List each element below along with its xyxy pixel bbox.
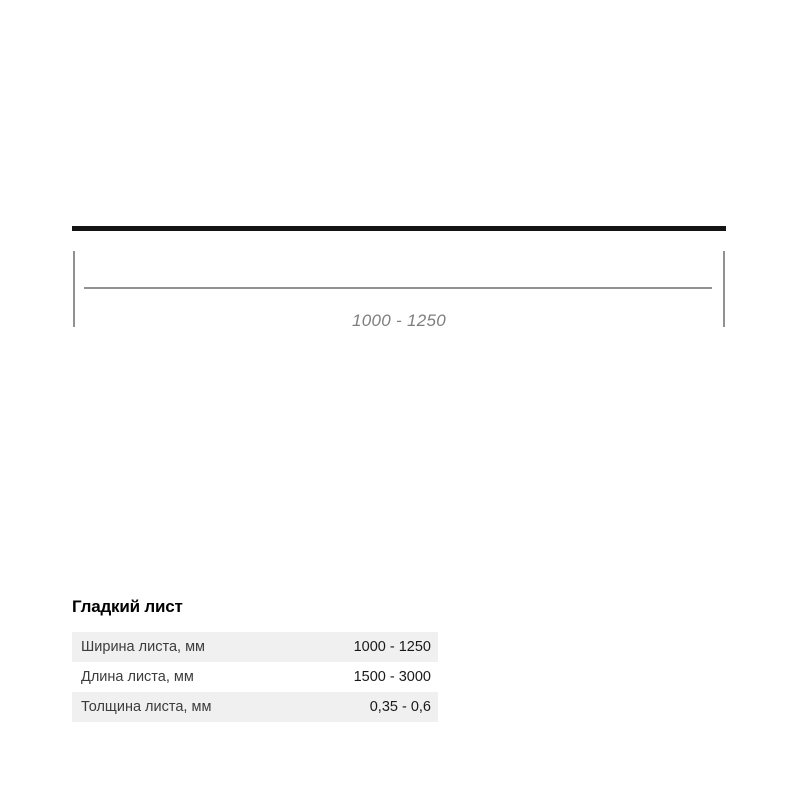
row-label: Длина листа, мм <box>81 669 194 685</box>
sheet-dimension-diagram <box>0 0 800 340</box>
row-label: Ширина листа, мм <box>81 639 206 655</box>
row-value: 1500 - 3000 <box>353 669 431 685</box>
table-row <box>72 692 438 722</box>
width-dimension-label: 1000 - 1250 <box>351 311 447 330</box>
sheet-profile-line <box>72 226 726 231</box>
section-title: Гладкий лист <box>72 597 183 616</box>
row-label: Толщина листа, мм <box>81 699 212 715</box>
row-value: 1000 - 1250 <box>353 639 431 655</box>
row-value: 0,35 - 0,6 <box>369 699 431 715</box>
spec-table <box>72 632 438 722</box>
dimension-line <box>84 287 712 289</box>
table-row <box>72 662 438 692</box>
table-row <box>72 632 438 662</box>
